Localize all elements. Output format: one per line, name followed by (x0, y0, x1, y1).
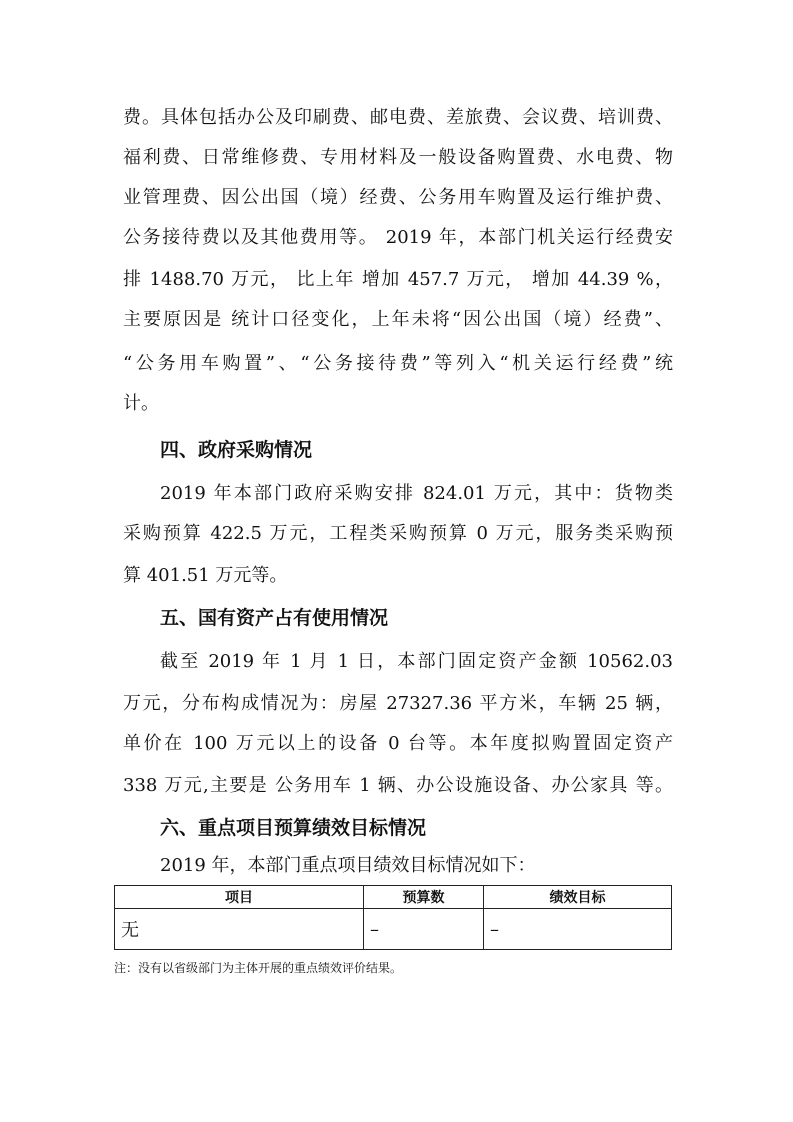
paragraph-line: 采购预算 422.5 万元，工程类采购预算 0 万元，服务类采购预 (123, 523, 673, 544)
paragraph-line: 338 万元,主要是 公务用车 1 辆、办公设施设备、办公家具 等。 (123, 775, 673, 796)
paragraph-line: 万元，分布构成情况为：房屋 27327.36 平方米，车辆 25 辆， (123, 693, 673, 714)
table-header-row (115, 886, 672, 909)
section-heading-performance-goals: 六、重点项目预算绩效目标情况 (160, 817, 427, 839)
column-header-performance-goal: 绩效目标 (484, 886, 672, 909)
paragraph-line: 计。 (123, 393, 159, 414)
paragraph-line: 算 401.51 万元等。 (123, 565, 288, 586)
table-cell-project: 无 (115, 909, 364, 950)
paragraph-line: 费。具体包括办公及印刷费、邮电费、差旅费、会议费、培训费、 (123, 107, 673, 128)
paragraph-line: 福利费、日常维修费、专用材料及一般设备购置费、水电费、物 (123, 147, 673, 168)
paragraph-line: “公务用车购置”、“公务接待费”等列入“机关运行经费”统 (123, 353, 673, 374)
table-cell-budget: – (364, 909, 484, 950)
table-cell-performance-goal: – (484, 909, 672, 950)
performance-goals-table (114, 885, 672, 950)
paragraph-line: 单价在 100 万元以上的设备 0 台等。本年度拟购置固定资产 (123, 733, 673, 754)
section-heading-state-assets: 五、国有资产占有使用情况 (160, 607, 389, 629)
paragraph-line: 截至 2019 年 1 月 1 日，本部门固定资产金额 10562.03 (160, 651, 673, 672)
column-header-budget: 预算数 (364, 886, 484, 909)
table-intro-text: 2019 年，本部门重点项目绩效目标情况如下： (160, 855, 536, 876)
paragraph-line: 排 1488.70 万元， 比上年 增加 457.7 万元， 增加 44.39 %， (123, 269, 673, 290)
column-header-project: 项目 (115, 886, 364, 909)
paragraph-line: 主要原因是 统计口径变化，上年未将“因公出国（境）经费”、 (123, 309, 673, 330)
table-footnote: 注：没有以省级部门为主体开展的重点绩效评价结果。 (114, 961, 403, 975)
table-row (115, 909, 672, 950)
section-heading-procurement: 四、政府采购情况 (160, 439, 313, 461)
paragraph-line: 业管理费、因公出国（境）经费、公务用车购置及运行维护费、 (123, 187, 673, 208)
paragraph-line: 2019 年本部门政府采购安排 824.01 万元，其中：货物类 (160, 483, 673, 504)
paragraph-line: 公务接待费以及其他费用等。 2019 年，本部门机关运行经费安 (123, 227, 673, 248)
